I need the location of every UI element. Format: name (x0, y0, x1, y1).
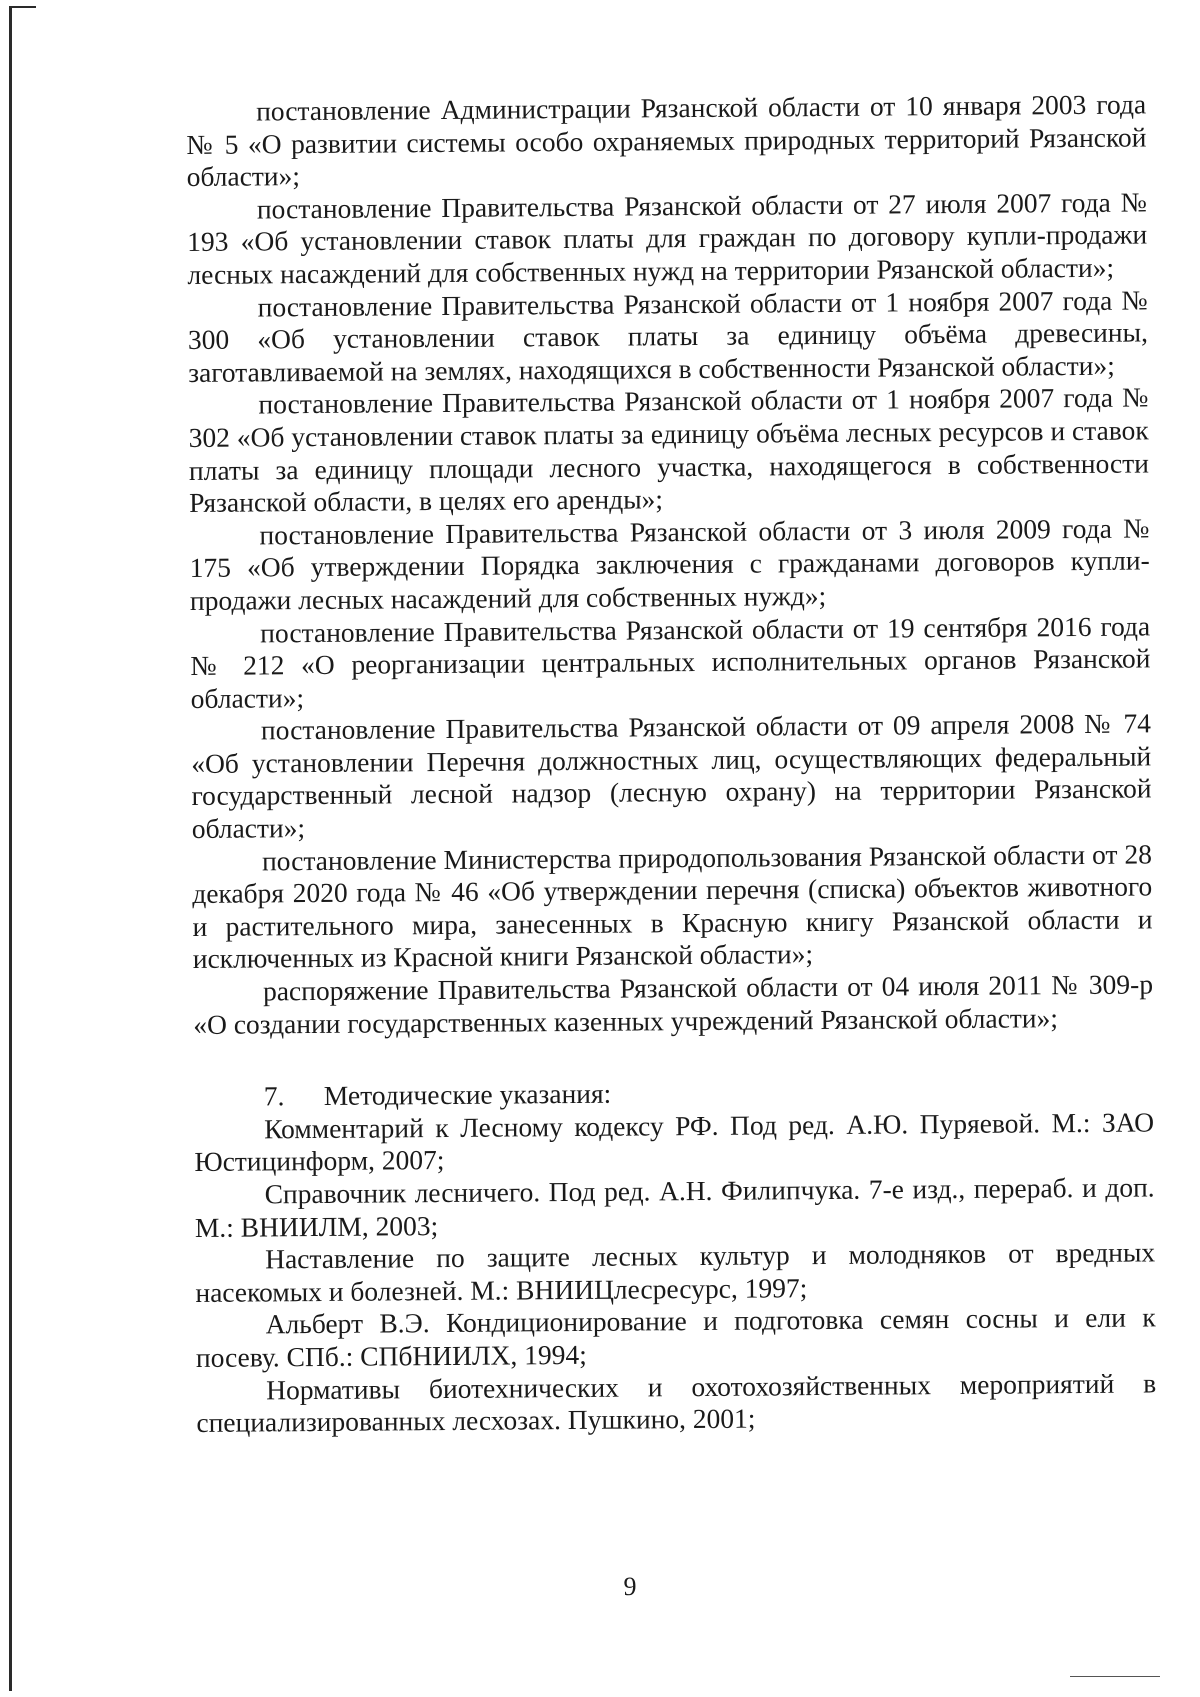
document-page (186, 88, 1157, 1439)
scan-edge-left (9, 6, 12, 1691)
paragraph-regulation-2: постановление Правительства Рязанской области от 27 июля 2007 года № 193 «Об установлении ставок платы для граждан по договору купли-продажи лесных насаждений для собственных нужд на территории Рязанской области»; (187, 186, 1148, 290)
paragraph-regulation-1: постановление Администрации Рязанской области от 10 января 2003 года № 5 «О развитии системы особо охраняемых природных территорий Рязанской области»; (186, 88, 1147, 193)
paragraph-regulation-6: постановление Правительства Рязанской области от 19 сентября 2016 года № 212 «О реорганизации центральных исполнительных органов Рязанской области»; (190, 609, 1151, 714)
paragraph-regulation-9: распоряжение Правительства Рязанской области от 04 июля 2011 № 309-р «О создании государственных казенных учреждений Рязанской области»; (193, 968, 1154, 1040)
paragraph-regulation-8: постановление Министерства природопользования Рязанской области от 28 декабря 2020 года № 46 «Об утверждении перечня (списка) объектов животного и растительного мира, занесенных в Красную книгу Рязанской области и исключенных из Красной книги Рязанской области»; (192, 838, 1153, 975)
paragraph-regulation-4: постановление Правительства Рязанской области от 1 ноября 2007 года № 302 «Об установлении ставок платы за единицу объёма лесных ресурсов и ставок платы за единицу площади лесного участка, находящегося в собственности Рязанской области, в целях его аренды»; (188, 381, 1150, 519)
scan-edge-bottom (1070, 1676, 1160, 1677)
paragraph-regulation-3: постановление Правительства Рязанской области от 1 ноября 2007 года № 300 «Об установлении ставок платы за единицу объёма древесины, заготавливаемой на землях, находящихся в собственности Рязанской области»; (187, 284, 1149, 388)
paragraph-regulation-5: постановление Правительства Рязанской области от 3 июля 2009 года № 175 «Об утверждении Порядка заключения с гражданами договоров купли-продажи лесных насаждений для собственных нужд»; (189, 512, 1150, 616)
scan-edge-top (12, 6, 36, 8)
paragraph-regulation-7: постановление Правительства Рязанской области от 09 апреля 2008 № 74 «Об установлении Перечня должностных лиц, осуществляющих федеральный государственный лесной надзор (лесную охрану) на территории Рязанской области»; (191, 707, 1152, 845)
paragraph-reference-4: Альберт В.Э. Кондиционирование и подготовка семян сосны и ели к посеву. СПб.: СПбНИИЛХ, 1994; (195, 1301, 1156, 1373)
section-title: Методические указания: (323, 1077, 612, 1112)
page-number: 9 (623, 1572, 637, 1601)
paragraph-reference-1: Комментарий к Лесному кодексу РФ. Под ред. А.Ю. Пуряевой. М.: ЗАО Юстицинформ, 2007; (194, 1106, 1155, 1178)
paragraph-reference-3: Наставление по защите лесных культур и молодняков от вредных насекомых и болезней. М.: ВНИИЦлесресурс, 1997; (195, 1236, 1156, 1308)
section-number: 7. (263, 1080, 285, 1112)
paragraph-reference-5: Нормативы биотехнических и охотохозяйственных мероприятий в специализированных лесхозах. Пушкино, 2001; (196, 1366, 1157, 1439)
paragraph-reference-2: Справочник лесничего. Под ред. А.Н. Филипчука. 7-е изд., перераб. и доп. М.: ВНИИЛМ, 2003; (194, 1171, 1155, 1243)
